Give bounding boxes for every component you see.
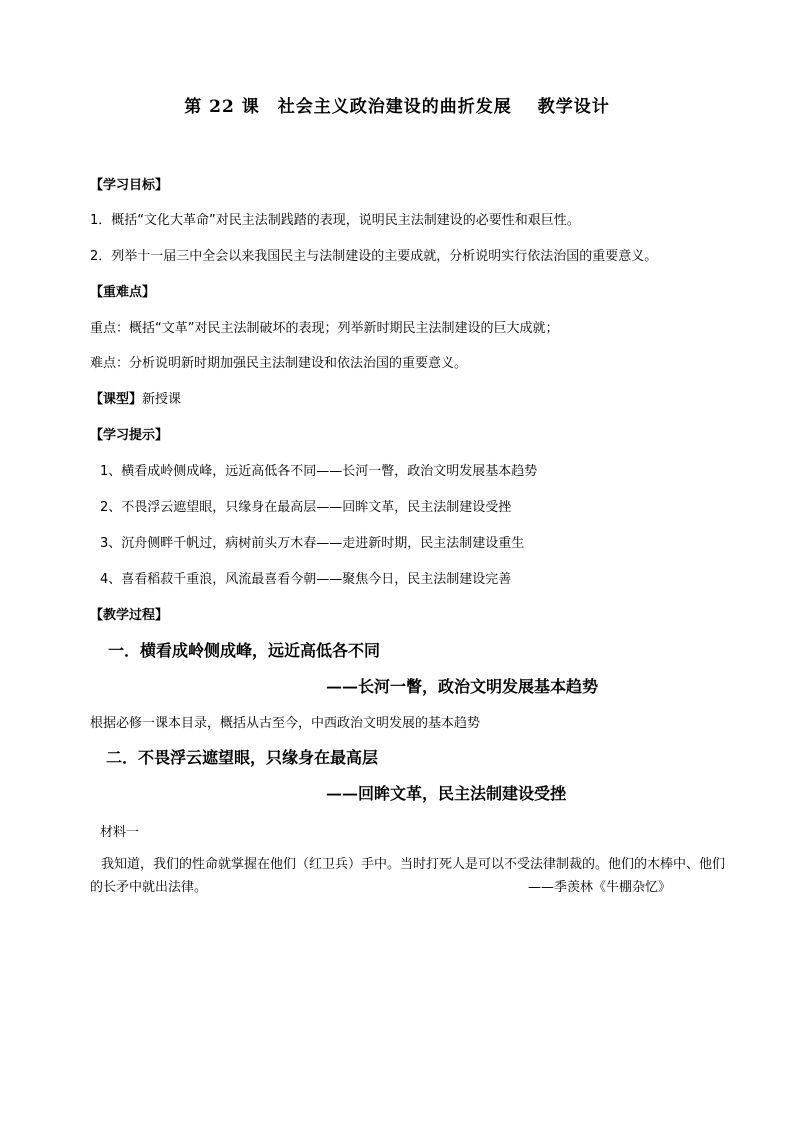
- tip-item: 3、沉舟侧畔千帆过，病树前头万木春——走进新时期，民主法制建设重生: [100, 536, 525, 551]
- lesson-type-value: 新授课: [142, 392, 182, 407]
- key-points-heading: 【重难点】: [90, 285, 156, 300]
- objectives-heading: 【学习目标】: [90, 178, 169, 193]
- lesson-number: 第 22 课: [184, 97, 260, 117]
- difficult-point-text: 难点：分析说明新时期加强民主法制建设和依法治国的重要意义。: [90, 356, 468, 371]
- lesson-name: 社会主义政治建设的曲折发展: [277, 97, 512, 117]
- material-label: 材料一: [100, 825, 140, 840]
- process-heading: 【教学过程】: [90, 608, 169, 623]
- lesson-design-label: 教学设计: [537, 97, 610, 117]
- tip-item: 4、喜看稻菽千重浪，风流最喜看今朝——聚焦今日，民主法制建设完善: [100, 572, 512, 587]
- tip-item: 1、横看成岭侧成峰，远近高低各不同——长河一瞥，政治文明发展基本趋势: [100, 464, 538, 479]
- material-source: ——季羡林《牛棚杂忆》: [528, 880, 672, 895]
- tip-item: 2、不畏浮云遮望眼，只缘身在最高层——回眸文革，民主法制建设受挫: [100, 500, 512, 515]
- section1-subtitle: ——长河一瞥，政治文明发展基本趋势: [326, 677, 599, 696]
- section2-subtitle: ——回眸文革，民主法制建设受挫: [326, 784, 567, 803]
- objective-item: 2．列举十一届三中全会以来我国民主与法制建设的主要成就，分析说明实行依法治国的重要意义。: [90, 249, 658, 264]
- lesson-type-heading: 【课型】: [90, 392, 143, 407]
- objective-item: 1．概括“文化大革命”对民主法制践踏的表现，说明民主法制建设的必要性和艰巨性。: [90, 213, 580, 228]
- section1-title: 一．横看成岭侧成峰，远近高低各不同: [108, 641, 381, 660]
- lesson-type: [90, 388, 181, 407]
- tips-heading: 【学习提示】: [90, 428, 169, 443]
- section1-text: 根据必修一课本目录，概括从古至今，中西政治文明发展的基本趋势: [90, 716, 481, 731]
- key-point-text: 重点：概括“文革”对民主法制破坏的表现；列举新时期民主法制建设的巨大成就；: [90, 321, 559, 336]
- section2-title: 二．不畏浮云遮望眼，只缘身在最高层: [106, 748, 379, 767]
- page-title: [0, 92, 794, 117]
- material-text: 我知道，我们的性命就掌握在他们（红卫兵）手中。当时打死人是可以不受法律制裁的。他们的木棒中、他们的长矛中就出法律。: [90, 857, 726, 895]
